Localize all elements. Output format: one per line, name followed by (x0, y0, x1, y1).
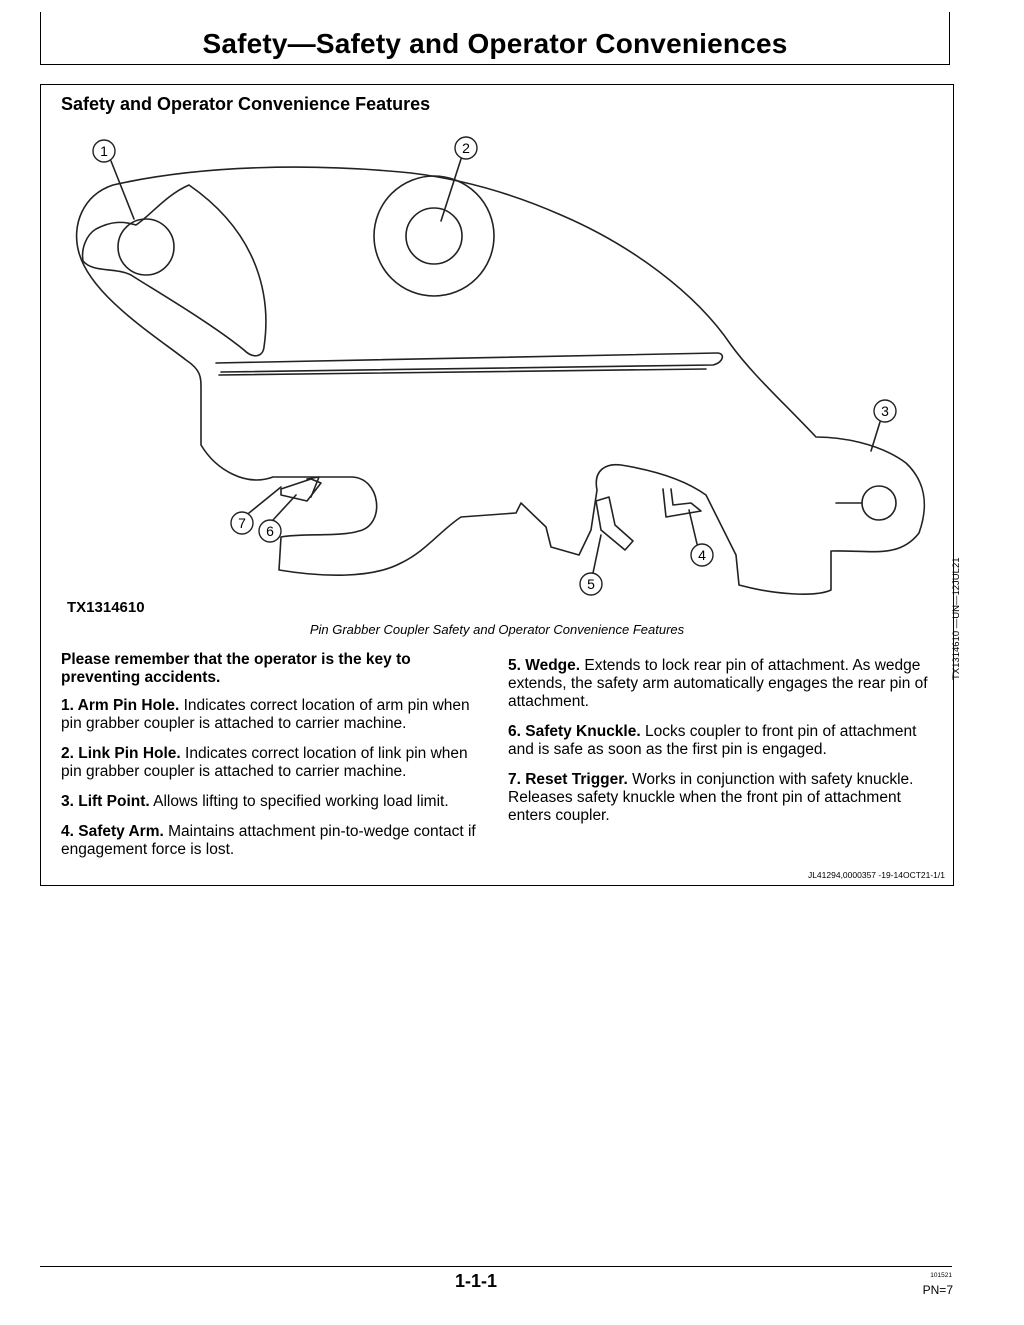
wedge-shape (596, 497, 633, 550)
page-number: 1-1-1 (454, 1271, 498, 1291)
content-box (40, 84, 962, 886)
callout-7: 7 (238, 515, 246, 531)
item-term: 3. Lift Point. (61, 793, 150, 810)
figure-side-id: TX1314610 —UN—12JUL21 (951, 557, 962, 680)
item-term: 2. Link Pin Hole. (61, 745, 181, 762)
link-pin-hole-outer (374, 176, 494, 296)
callout-3: 3 (881, 403, 889, 419)
document-reference: JL41294,0000357 -19-14OCT21-1/1 (807, 870, 945, 880)
lift-point-hole (862, 486, 896, 520)
items-column-left (61, 651, 486, 871)
item-desc: Extends to lock rear pin of attachment. As wedge extends, the safety arm automatically engages the rear pin of attachment. (508, 657, 928, 710)
upper-slot (83, 185, 266, 356)
item-term: 1. Arm Pin Hole. (61, 697, 180, 714)
callout-4-group (689, 510, 713, 566)
item-term: 5. Wedge. (508, 657, 581, 674)
coupler-diagram (41, 85, 953, 645)
callout-3-group (871, 400, 896, 451)
arm-pin-hole (118, 219, 174, 275)
list-item (61, 697, 486, 733)
item-desc: Allows lifting to specified working load limit. (153, 793, 449, 810)
callout-6: 6 (266, 523, 274, 539)
item-desc: Indicates correct location of arm pin when pin grabber coupler is attached to carrier machine. (61, 697, 470, 732)
callout-2: 2 (462, 140, 470, 156)
list-item (508, 723, 940, 759)
list-item (508, 657, 940, 711)
list-item (61, 793, 486, 811)
ridge-line-2 (219, 369, 706, 375)
page-pn: PN=7 (922, 1283, 953, 1297)
item-term: 7. Reset Trigger. (508, 771, 628, 788)
list-item (61, 823, 486, 859)
item-desc: Locks coupler to front pin of attachment and is safe as soon as the first pin is engaged. (508, 723, 917, 758)
link-pin-hole (406, 208, 462, 264)
callout-1: 1 (100, 143, 108, 159)
page-title: Safety—Safety and Operator Conveniences (202, 28, 788, 59)
safety-arm-shape (663, 489, 701, 517)
item-desc: Indicates correct location of link pin when pin grabber coupler is attached to carrier machine. (61, 745, 468, 780)
callout-5-group (580, 535, 602, 595)
items-column-right (508, 657, 940, 837)
section-title: Safety and Operator Convenience Features (61, 94, 431, 114)
item-term: 6. Safety Knuckle. (508, 723, 641, 740)
item-desc: Maintains attachment pin-to-wedge contact if engagement force is lost. (61, 823, 476, 858)
footer-code: 101521 (930, 1272, 952, 1279)
callout-4: 4 (698, 547, 706, 563)
item-desc: Works in conjunction with safety knuckle. Releases safety knuckle when the front pin of attachment enters coupler. (508, 771, 914, 824)
page-header (40, 12, 950, 65)
callout-6-group (259, 495, 296, 542)
list-item (508, 771, 940, 825)
footer-divider (40, 1266, 952, 1267)
safety-knuckle-shape (281, 479, 321, 501)
item-term: 4. Safety Arm. (61, 823, 164, 840)
callout-5: 5 (587, 576, 595, 592)
figure-id: TX1314610 (67, 599, 145, 616)
figure-caption: Pin Grabber Coupler Safety and Operator Convenience Features (309, 622, 685, 637)
list-item (61, 745, 486, 781)
coupler-body-outline (77, 167, 925, 594)
intro-text: Please remember that the operator is the key to preventing accidents. (61, 651, 411, 686)
callout-1-group (93, 140, 134, 219)
